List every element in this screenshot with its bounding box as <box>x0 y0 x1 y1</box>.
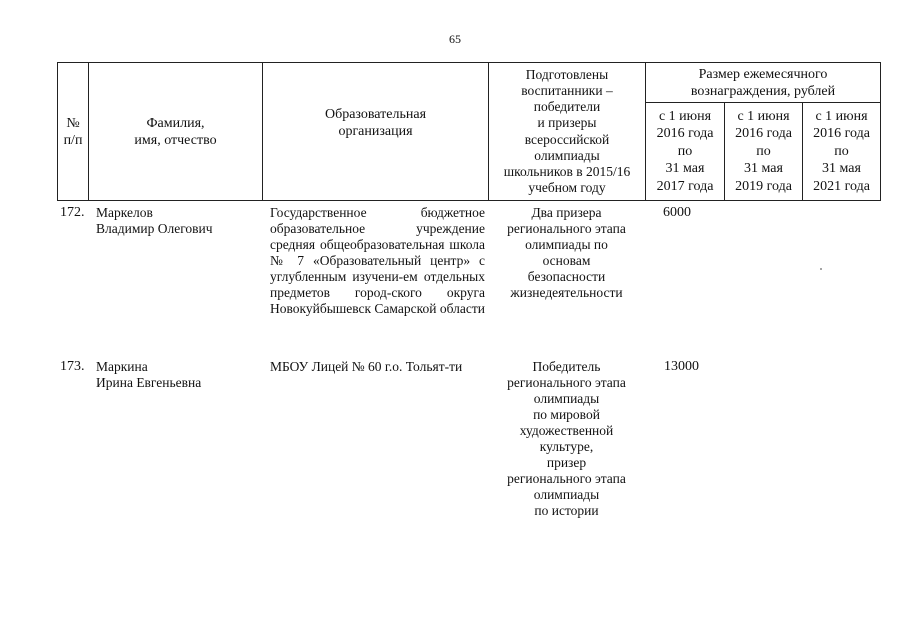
scan-speck <box>820 268 822 270</box>
row-reward-2017: 6000 <box>663 205 691 220</box>
row-org: Государственное бюджетное образовательное учреждение средняя общеобразовательная школа № 7 «Образовательный центр» с углубленным изучени-ем отдельных предметов город-ского округа Новокуйбышевск Самарской области <box>270 205 485 316</box>
row-org: МБОУ Лицей № 60 г.о. Тольят-ти <box>270 359 463 374</box>
header-period-3: с 1 июня 2016 года по 31 мая 2021 года <box>813 108 870 194</box>
header-reward-group-cell <box>646 63 880 102</box>
table-row <box>0 359 905 539</box>
header-period-2: с 1 июня 2016 года по 31 мая 2019 года <box>735 108 792 194</box>
header-name: Фамилия, имя, отчество <box>134 115 217 148</box>
row-prepared: Два призера регионального этапа олимпиады по основам безопасности жизнедеятельности <box>507 205 626 300</box>
header-num-cell <box>58 63 88 200</box>
table-border-bottom <box>57 200 881 201</box>
header-org: Образовательная организация <box>324 107 427 139</box>
header-prepared: Подготовлены воспитанники – победители и призеры всероссийской олимпиады школьников в 2015/16 учебном году <box>503 66 631 196</box>
table-row <box>0 204 905 344</box>
header-org-cell <box>263 63 488 183</box>
row-num: 172. <box>60 205 85 220</box>
header-prepared-cell <box>489 63 645 200</box>
row-prepared: Победитель регионального этапа олимпиады по мировой художественной культуре, призер регионального этапа олимпиады по истории <box>507 359 626 518</box>
row-reward-2017: 13000 <box>664 359 699 374</box>
header-name-cell <box>89 63 262 200</box>
header-period-1: с 1 июня 2016 года по 31 мая 2017 года <box>656 108 714 194</box>
header-period-1-cell <box>646 103 724 200</box>
row-name: Маркелов Владимир Олегович <box>96 205 213 236</box>
header-period-2-cell <box>725 103 802 200</box>
col-divider-8 <box>880 62 881 201</box>
header-reward-group: Размер ежемесячного вознаграждения, рублей <box>690 66 836 99</box>
header-num: № п/п <box>63 115 83 148</box>
page-number: 65 <box>449 32 461 46</box>
header-period-3-cell <box>803 103 880 200</box>
row-name: Маркина Ирина Евгеньевна <box>96 359 202 390</box>
row-num: 173. <box>60 359 85 374</box>
